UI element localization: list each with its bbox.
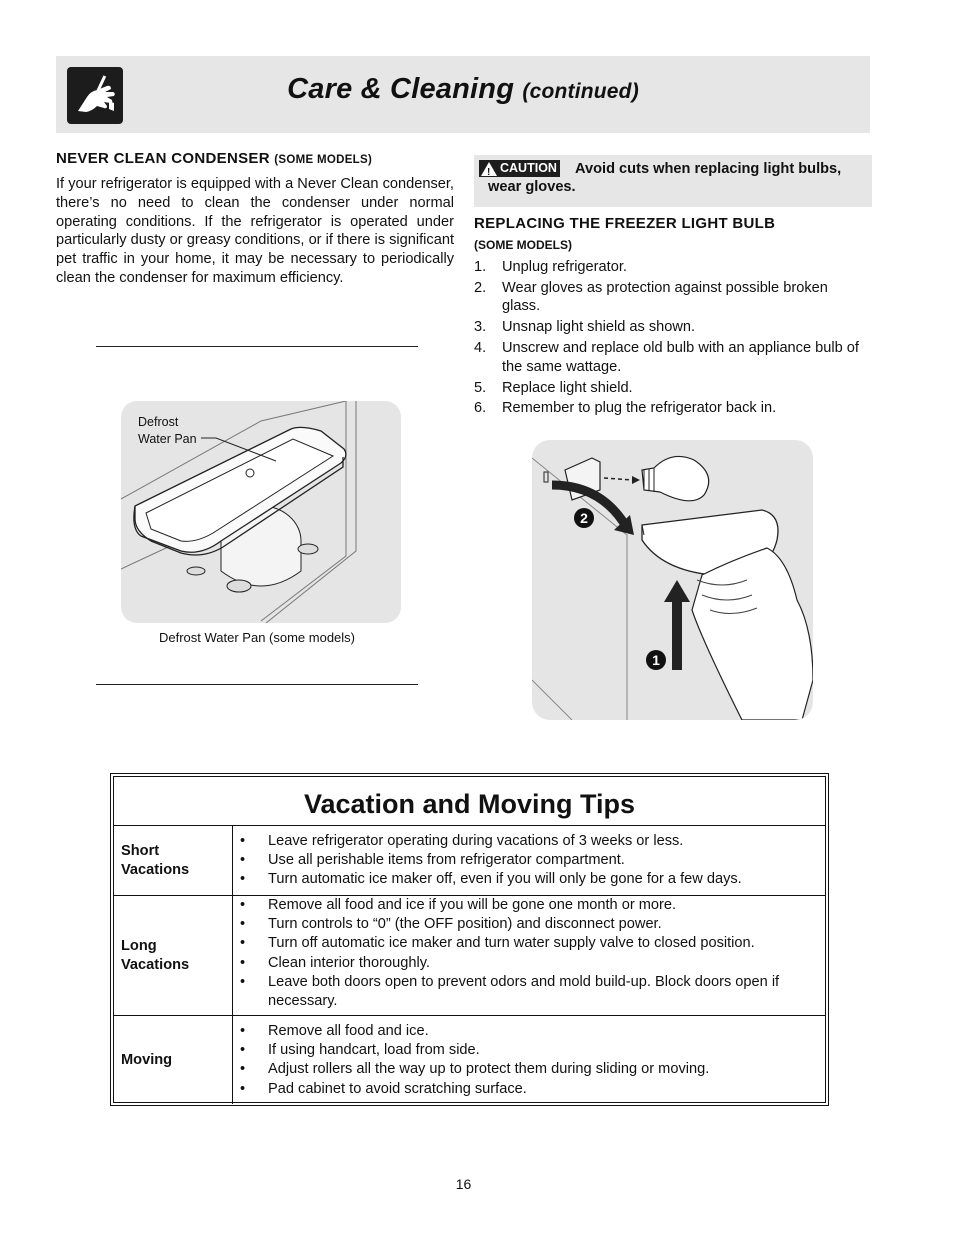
warning-triangle-icon: ! — [481, 162, 497, 176]
table-row — [114, 1016, 825, 1104]
freezer-light-models-note: (SOME MODELS) — [474, 238, 572, 252]
row-label-moving: Moving — [121, 1051, 173, 1068]
table-row — [114, 896, 825, 1016]
vacation-moving-tips-table — [110, 773, 829, 1106]
list-item: • Leave both doors open to prevent odors and mold build-up. Block doors open if necessary. — [233, 973, 815, 1011]
list-item: • Use all perishable items from refrigerator compartment. — [233, 851, 815, 870]
list-item: • Turn controls to “0” (the OFF position) and disconnect power. — [233, 915, 815, 934]
caution-text-line1: Avoid cuts when replacing light bulbs, — [575, 161, 842, 177]
long-vacations-list — [233, 896, 815, 1011]
step-item: 4. Unscrew and replace old bulb with an appliance bulb of the same wattage. — [474, 340, 859, 375]
page-subtitle: (continued) — [522, 80, 639, 103]
defrost-figure-caption: Defrost Water Pan (some models) — [158, 630, 356, 645]
short-vacations-list — [233, 832, 815, 890]
freezer-light-steps — [474, 258, 866, 420]
step-item: 3. Unsnap light shield as shown. — [474, 319, 696, 336]
never-clean-condenser-body: If your refrigerator is equipped with a Never Clean condenser, there’s no need to clean the condenser under normal operating conditions. If the refrigerator is operated under particularly dusty or greasy conditions, or if there is significant pet traffic in your home, it may be necessary to periodically clean the condenser for maximum efficiency. — [56, 176, 454, 286]
list-item: • Remove all food and ice if you will be gone one month or more. — [233, 896, 815, 915]
list-item: • Leave refrigerator operating during vacations of 3 weeks or less. — [233, 832, 815, 851]
step-item: 6. Remember to plug the refrigerator back in. — [474, 400, 777, 417]
moving-list — [233, 1022, 815, 1099]
list-item: • Adjust rollers all the way up to protect them during sliding or moving. — [233, 1060, 815, 1079]
caution-badge: ! CAUTION — [479, 160, 560, 177]
list-item: • Remove all food and ice. — [233, 1022, 815, 1041]
caution-text-line2: wear gloves. — [488, 179, 576, 195]
tips-table-title: Vacation and Moving Tips — [114, 777, 825, 826]
defrost-water-pan-label: Defrost Water Pan — [138, 415, 197, 446]
list-item: • Turn automatic ice maker off, even if you will only be gone for a few days. — [233, 870, 815, 889]
list-item: • If using handcart, load from side. — [233, 1041, 815, 1060]
freezer-light-heading: REPLACING THE FREEZER LIGHT BULB — [474, 215, 776, 232]
step-item: 5. Replace light shield. — [474, 379, 633, 396]
list-item: • Turn off automatic ice maker and turn water supply valve to closed position. — [233, 934, 815, 953]
table-row — [114, 826, 825, 896]
step-item: 1. Unplug refrigerator. — [474, 259, 627, 275]
row-label-short-vacations: Short Vacations — [121, 842, 190, 878]
list-item: • Clean interior thoroughly. — [233, 954, 815, 973]
never-clean-condenser-heading: NEVER CLEAN CONDENSER (SOME MODELS) — [56, 150, 373, 167]
never-clean-models-note: (SOME MODELS) — [274, 154, 373, 166]
figure-bottom-rule — [96, 684, 418, 685]
figure-marker-1: 1 — [652, 652, 660, 668]
light-bulb-replacement-illustration — [532, 440, 813, 720]
row-label-long-vacations: Long Vacations — [121, 937, 190, 973]
list-item: • Pad cabinet to avoid scratching surface. — [233, 1080, 815, 1099]
page-title: Care & Cleaning (continued) — [287, 73, 639, 105]
figure-marker-2: 2 — [580, 510, 588, 526]
figure-top-rule — [96, 346, 418, 347]
page-number: 16 — [455, 1176, 472, 1192]
step-item: 2. Wear gloves as protection against possible broken glass. — [474, 279, 828, 315]
